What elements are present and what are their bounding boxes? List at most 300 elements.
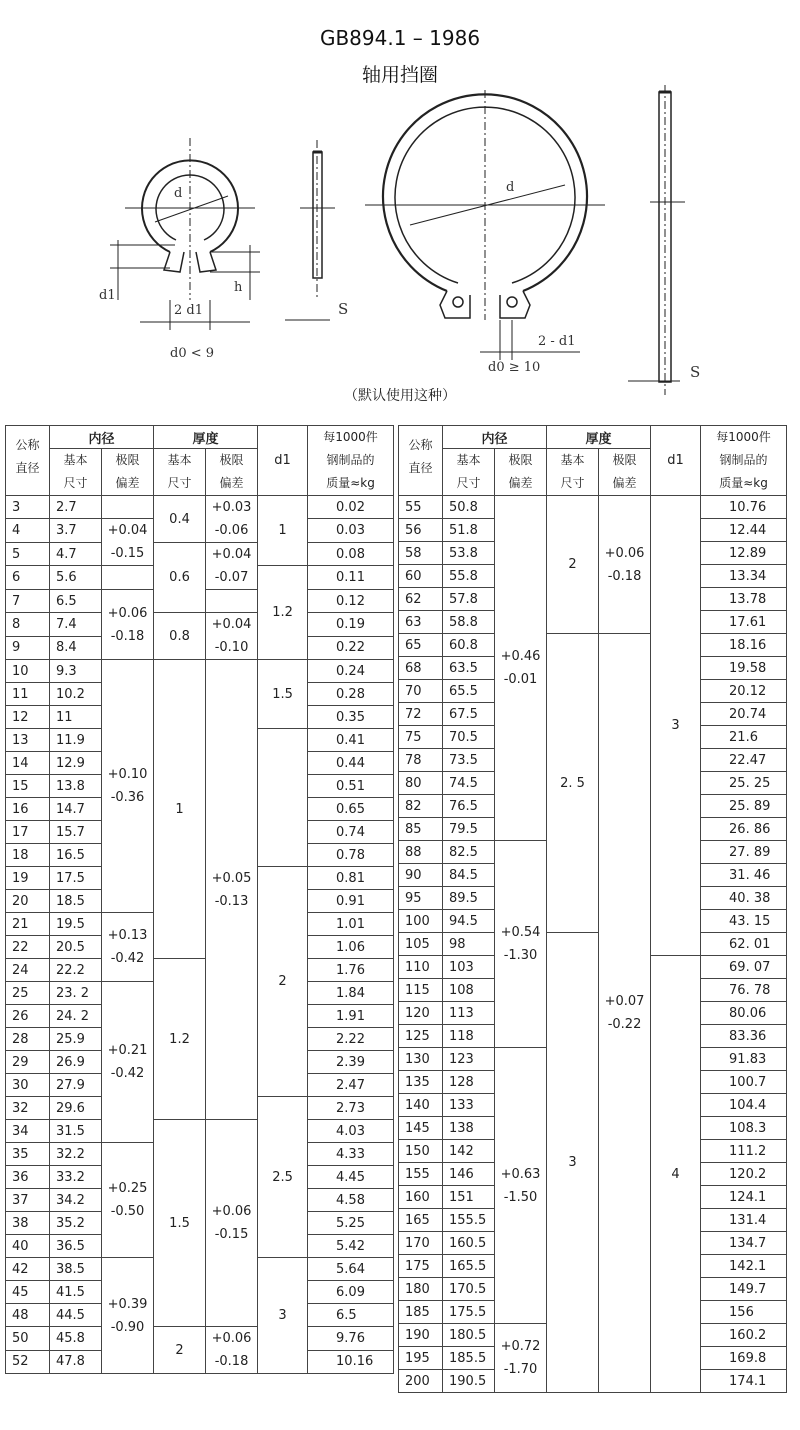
mass-per-1000: 80.06 [701,1002,787,1025]
label-2-minus-d1: 2 - d1 [538,334,576,349]
mass-per-1000: 1.06 [308,936,394,959]
mass-per-1000: 142.1 [701,1255,787,1278]
table-row [6,660,394,683]
label-s-large: S [690,363,701,381]
mass-per-1000: 0.24 [308,660,394,683]
mass-per-1000: 1.84 [308,982,394,1005]
thickness-tolerance [206,1120,258,1327]
header-inner-diameter: 内径 [50,426,154,449]
mass-per-1000: 10.76 [701,496,787,519]
cell-text: +0.72 [500,1339,541,1354]
nominal-diameter: 56 [399,519,443,542]
mass-per-1000: 1.01 [308,913,394,936]
inner-basic-size: 27.9 [50,1074,102,1097]
inner-basic-size: 89.5 [443,887,495,910]
inner-basic-size: 3.7 [50,519,102,543]
mass-per-1000: 12.44 [701,519,787,542]
spec-table-left [5,425,394,1374]
nominal-diameter: 75 [399,726,443,749]
cell-text: 基本 [560,453,585,467]
inner-basic-size: 70.5 [443,726,495,749]
nominal-diameter: 32 [6,1097,50,1120]
mass-per-1000: 69. 07 [701,956,787,979]
mass-per-1000: 0.41 [308,729,394,752]
mass-per-1000: 91.83 [701,1048,787,1071]
nominal-diameter: 140 [399,1094,443,1117]
nominal-diameter: 15 [6,775,50,798]
cell-text: 偏差 [508,476,533,490]
inner-basic-size: 13.8 [50,775,102,798]
mass-per-1000: 134.7 [701,1232,787,1255]
nominal-diameter: 100 [399,910,443,933]
thickness-tolerance [206,496,258,543]
mass-per-1000: 4.33 [308,1143,394,1166]
nominal-diameter: 58 [399,542,443,565]
label-d-large: d [506,180,515,195]
default-usage-note: （默认使用这种） [344,388,456,404]
inner-basic-size: 47.8 [50,1350,102,1374]
mass-per-1000: 0.74 [308,821,394,844]
mass-per-1000: 149.7 [701,1278,787,1301]
d1-value: 4 [651,956,701,1393]
mass-per-1000: 0.78 [308,844,394,867]
cell-text: -0.50 [110,1204,145,1219]
mass-per-1000: 4.03 [308,1120,394,1143]
cell-text: +0.04 [211,617,252,632]
small-ring-front-view [110,138,260,330]
mass-per-1000: 156 [701,1301,787,1324]
header-mass [308,426,394,496]
nominal-diameter: 195 [399,1347,443,1370]
cell-text: -0.22 [607,1017,642,1032]
inner-basic-size: 7.4 [50,613,102,637]
inner-basic-size: 8.4 [50,636,102,660]
mass-per-1000: 100.7 [701,1071,787,1094]
nominal-diameter: 40 [6,1235,50,1258]
inner-tolerance [102,660,154,913]
nominal-diameter: 110 [399,956,443,979]
inner-basic-size: 19.5 [50,913,102,936]
mass-per-1000: 25. 89 [701,795,787,818]
nominal-diameter: 13 [6,729,50,752]
mass-per-1000: 0.02 [308,496,394,519]
inner-basic-size: 170.5 [443,1278,495,1301]
inner-basic-size: 67.5 [443,703,495,726]
mass-per-1000: 6.09 [308,1281,394,1304]
inner-basic-size: 16.5 [50,844,102,867]
mass-per-1000: 13.34 [701,565,787,588]
cell-text: +0.03 [211,500,252,515]
inner-basic-size: 60.8 [443,634,495,657]
inner-basic-size: 165.5 [443,1255,495,1278]
mass-per-1000: 2.47 [308,1074,394,1097]
inner-basic-size: 45.8 [50,1327,102,1351]
thickness-tolerance [599,634,651,1393]
mass-per-1000: 2.22 [308,1028,394,1051]
nominal-diameter: 14 [6,752,50,775]
cell-text: -0.10 [214,640,249,655]
header-nominal [6,426,50,496]
mass-per-1000: 5.25 [308,1212,394,1235]
nominal-diameter: 37 [6,1189,50,1212]
nominal-diameter: 20 [6,890,50,913]
cell-text: -1.30 [503,948,538,963]
header-d1: d1 [258,426,308,496]
header-inner-basic [50,449,102,496]
inner-basic-size: 44.5 [50,1304,102,1327]
nominal-diameter: 50 [6,1327,50,1351]
cell-text: 尺寸 [560,476,585,490]
nominal-diameter: 29 [6,1051,50,1074]
nominal-diameter: 6 [6,566,50,590]
header-mass [701,426,787,496]
header-inner-limit [495,449,547,496]
inner-basic-size: 25.9 [50,1028,102,1051]
nominal-diameter: 145 [399,1117,443,1140]
nominal-diameter: 26 [6,1005,50,1028]
cell-text: 公称 [408,438,433,452]
spec-table-right [398,425,787,1393]
nominal-diameter: 135 [399,1071,443,1094]
cell-text: 每1000件 [716,430,771,444]
mass-per-1000: 27. 89 [701,841,787,864]
header-inner-limit [102,449,154,496]
inner-basic-size: 108 [443,979,495,1002]
nominal-diameter: 165 [399,1209,443,1232]
mass-per-1000: 19.58 [701,657,787,680]
cell-text: -0.06 [214,523,249,538]
mass-per-1000: 1.91 [308,1005,394,1028]
mass-per-1000: 26. 86 [701,818,787,841]
cell-text: +0.05 [211,870,252,886]
table-row [6,496,394,519]
d1-value [258,729,308,867]
inner-basic-size: 36.5 [50,1235,102,1258]
mass-per-1000: 76. 78 [701,979,787,1002]
inner-basic-size: 24. 2 [50,1005,102,1028]
mass-per-1000: 0.65 [308,798,394,821]
large-ring-side-view [628,85,685,395]
inner-basic-size: 2.7 [50,496,102,519]
ring-diagrams [0,0,800,420]
nominal-diameter: 3 [6,496,50,519]
nominal-diameter: 175 [399,1255,443,1278]
table-row [6,1120,394,1143]
cell-text: 质量≈kg [719,476,768,490]
nominal-diameter: 45 [6,1281,50,1304]
nominal-diameter: 185 [399,1301,443,1324]
inner-basic-size: 26.9 [50,1051,102,1074]
cell-text: 直径 [15,461,40,475]
label-2d1-small: 2 d1 [174,303,203,318]
thickness-tolerance [206,1327,258,1374]
nominal-diameter: 19 [6,867,50,890]
mass-per-1000: 17.61 [701,611,787,634]
table-row [6,543,394,566]
cell-text: 尺寸 [167,476,192,490]
nominal-diameter: 28 [6,1028,50,1051]
mass-per-1000: 20.12 [701,680,787,703]
nominal-diameter: 16 [6,798,50,821]
nominal-diameter: 55 [399,496,443,519]
label-h: h [234,280,243,295]
inner-basic-size: 190.5 [443,1370,495,1393]
inner-basic-size: 63.5 [443,657,495,680]
inner-basic-size: 15.7 [50,821,102,844]
mass-per-1000: 160.2 [701,1324,787,1347]
mass-per-1000: 169.8 [701,1347,787,1370]
table-row [6,959,394,982]
inner-tolerance [102,496,154,519]
cell-text: 极限 [612,453,637,467]
inner-basic-size: 4.7 [50,543,102,566]
header-thick-limit [206,449,258,496]
cell-text: 偏差 [115,476,140,490]
cell-text: 极限 [219,453,244,467]
cell-text: -0.18 [214,1354,249,1369]
mass-per-1000: 13.78 [701,588,787,611]
label-d-small: d [174,186,183,201]
nominal-diameter: 68 [399,657,443,680]
inner-basic-size: 51.8 [443,519,495,542]
thickness-tolerance [206,543,258,590]
nominal-diameter: 155 [399,1163,443,1186]
nominal-diameter: 22 [6,936,50,959]
nominal-diameter: 4 [6,519,50,543]
inner-basic-size: 20.5 [50,936,102,959]
nominal-diameter: 8 [6,613,50,637]
d1-value: 1 [258,496,308,566]
mass-per-1000: 104.4 [701,1094,787,1117]
inner-basic-size: 29.6 [50,1097,102,1120]
inner-basic-size: 23. 2 [50,982,102,1005]
inner-basic-size: 133 [443,1094,495,1117]
cell-text: +0.39 [107,1296,148,1312]
cell-text: -0.42 [110,951,145,966]
inner-basic-size: 151 [443,1186,495,1209]
thickness-basic: 1.2 [154,959,206,1120]
inner-tolerance [102,1258,154,1374]
cell-text: +0.07 [604,994,645,1009]
inner-tolerance [102,1143,154,1258]
mass-per-1000: 0.19 [308,613,394,637]
mass-per-1000: 83.36 [701,1025,787,1048]
cell-text: +0.06 [211,1331,252,1346]
mass-per-1000: 4.45 [308,1166,394,1189]
inner-basic-size: 180.5 [443,1324,495,1347]
table-row [6,613,394,637]
inner-basic-size: 11.9 [50,729,102,752]
label-s-small: S [338,300,349,318]
nominal-diameter: 52 [6,1350,50,1374]
mass-per-1000: 0.35 [308,706,394,729]
inner-basic-size: 175.5 [443,1301,495,1324]
inner-basic-size: 138 [443,1117,495,1140]
mass-per-1000: 0.22 [308,636,394,660]
d1-value: 1.2 [258,566,308,660]
cell-text: 尺寸 [63,476,88,490]
cell-text: -0.13 [214,893,249,909]
nominal-diameter: 11 [6,683,50,706]
nominal-diameter: 150 [399,1140,443,1163]
inner-basic-size: 74.5 [443,772,495,795]
cell-text: +0.04 [107,523,148,538]
inner-tolerance [495,1324,547,1393]
thickness-tolerance [599,496,651,634]
nominal-diameter: 18 [6,844,50,867]
inner-basic-size: 50.8 [443,496,495,519]
thickness-basic: 1 [154,660,206,959]
inner-basic-size: 160.5 [443,1232,495,1255]
header-inner-diameter: 内径 [443,426,547,449]
mass-per-1000: 0.51 [308,775,394,798]
mass-per-1000: 2.73 [308,1097,394,1120]
inner-basic-size: 38.5 [50,1258,102,1281]
cell-text: 基本 [63,453,88,467]
mass-per-1000: 9.76 [308,1327,394,1351]
cell-text: -0.01 [503,672,538,687]
nominal-diameter: 21 [6,913,50,936]
mass-per-1000: 0.28 [308,683,394,706]
mass-per-1000: 22.47 [701,749,787,772]
inner-basic-size: 14.7 [50,798,102,821]
label-d1-small: d1 [99,288,116,303]
mass-per-1000: 131.4 [701,1209,787,1232]
mass-per-1000: 1.76 [308,959,394,982]
nominal-diameter: 36 [6,1166,50,1189]
header-nominal [399,426,443,496]
header-thickness: 厚度 [547,426,651,449]
inner-basic-size: 33.2 [50,1166,102,1189]
nominal-diameter: 90 [399,864,443,887]
label-d0-large: d0 ≥ 10 [488,360,541,375]
inner-basic-size: 41.5 [50,1281,102,1304]
thickness-tolerance [206,613,258,660]
cell-text: 尺寸 [456,476,481,490]
nominal-diameter: 12 [6,706,50,729]
cell-text: -1.50 [503,1189,538,1205]
inner-basic-size: 113 [443,1002,495,1025]
inner-tolerance [102,590,154,660]
inner-basic-size: 55.8 [443,565,495,588]
d1-value: 3 [258,1258,308,1374]
thickness-tolerance [206,590,258,613]
mass-per-1000: 18.16 [701,634,787,657]
header-thickness: 厚度 [154,426,258,449]
nominal-diameter: 125 [399,1025,443,1048]
inner-basic-size: 34.2 [50,1189,102,1212]
thickness-basic: 0.4 [154,496,206,543]
inner-basic-size: 146 [443,1163,495,1186]
nominal-diameter: 34 [6,1120,50,1143]
table-row [399,933,787,956]
nominal-diameter: 42 [6,1258,50,1281]
cell-text: 基本 [167,453,192,467]
cell-text: 钢制品的 [719,453,768,467]
nominal-diameter: 80 [399,772,443,795]
cell-text: 极限 [508,453,533,467]
thickness-basic: 2 [154,1327,206,1374]
thickness-basic: 0.6 [154,543,206,613]
nominal-diameter: 48 [6,1304,50,1327]
header-thick-limit [599,449,651,496]
inner-basic-size: 11 [50,706,102,729]
inner-basic-size: 142 [443,1140,495,1163]
cell-text: -0.90 [110,1319,145,1335]
inner-basic-size: 31.5 [50,1120,102,1143]
inner-tolerance [495,1048,547,1324]
mass-per-1000: 5.42 [308,1235,394,1258]
cell-text: -0.18 [110,628,145,644]
mass-per-1000: 40. 38 [701,887,787,910]
header-row [6,426,394,449]
table-row [399,496,787,519]
nominal-diameter: 63 [399,611,443,634]
inner-basic-size: 185.5 [443,1347,495,1370]
nominal-diameter: 9 [6,636,50,660]
nominal-diameter: 35 [6,1143,50,1166]
part-name: 轴用挡圈 [361,64,438,86]
inner-basic-size: 98 [443,933,495,956]
inner-basic-size: 118 [443,1025,495,1048]
mass-per-1000: 120.2 [701,1163,787,1186]
inner-basic-size: 17.5 [50,867,102,890]
inner-basic-size: 12.9 [50,752,102,775]
inner-tolerance [102,982,154,1143]
inner-tolerance [102,566,154,590]
nominal-diameter: 17 [6,821,50,844]
inner-tolerance [495,496,547,841]
thickness-basic: 3 [547,933,599,1393]
inner-tolerance [495,841,547,1048]
inner-basic-size: 94.5 [443,910,495,933]
inner-basic-size: 82.5 [443,841,495,864]
nominal-diameter: 78 [399,749,443,772]
mass-per-1000: 25. 25 [701,772,787,795]
cell-text: 偏差 [219,476,244,490]
label-d0-small: d0 < 9 [170,346,215,361]
small-ring-side-view [285,140,335,320]
header-thick-basic [154,449,206,496]
cell-text: +0.46 [500,649,541,664]
cell-text: +0.25 [107,1181,148,1196]
cell-text: +0.21 [107,1043,148,1058]
inner-tolerance [102,913,154,982]
cell-text: +0.06 [107,605,148,621]
nominal-diameter: 72 [399,703,443,726]
inner-basic-size: 57.8 [443,588,495,611]
nominal-diameter: 10 [6,660,50,683]
mass-per-1000: 62. 01 [701,933,787,956]
mass-per-1000: 4.58 [308,1189,394,1212]
mass-per-1000: 0.81 [308,867,394,890]
inner-basic-size: 155.5 [443,1209,495,1232]
nominal-diameter: 120 [399,1002,443,1025]
cell-text: -0.42 [110,1066,145,1081]
nominal-diameter: 170 [399,1232,443,1255]
thickness-basic: 0.8 [154,613,206,660]
mass-per-1000: 0.08 [308,543,394,566]
mass-per-1000: 2.39 [308,1051,394,1074]
nominal-diameter: 115 [399,979,443,1002]
nominal-diameter: 5 [6,543,50,566]
nominal-diameter: 65 [399,634,443,657]
mass-per-1000: 0.91 [308,890,394,913]
inner-basic-size: 73.5 [443,749,495,772]
cell-text: -0.15 [214,1227,249,1242]
inner-basic-size: 76.5 [443,795,495,818]
cell-text: +0.10 [107,767,148,782]
